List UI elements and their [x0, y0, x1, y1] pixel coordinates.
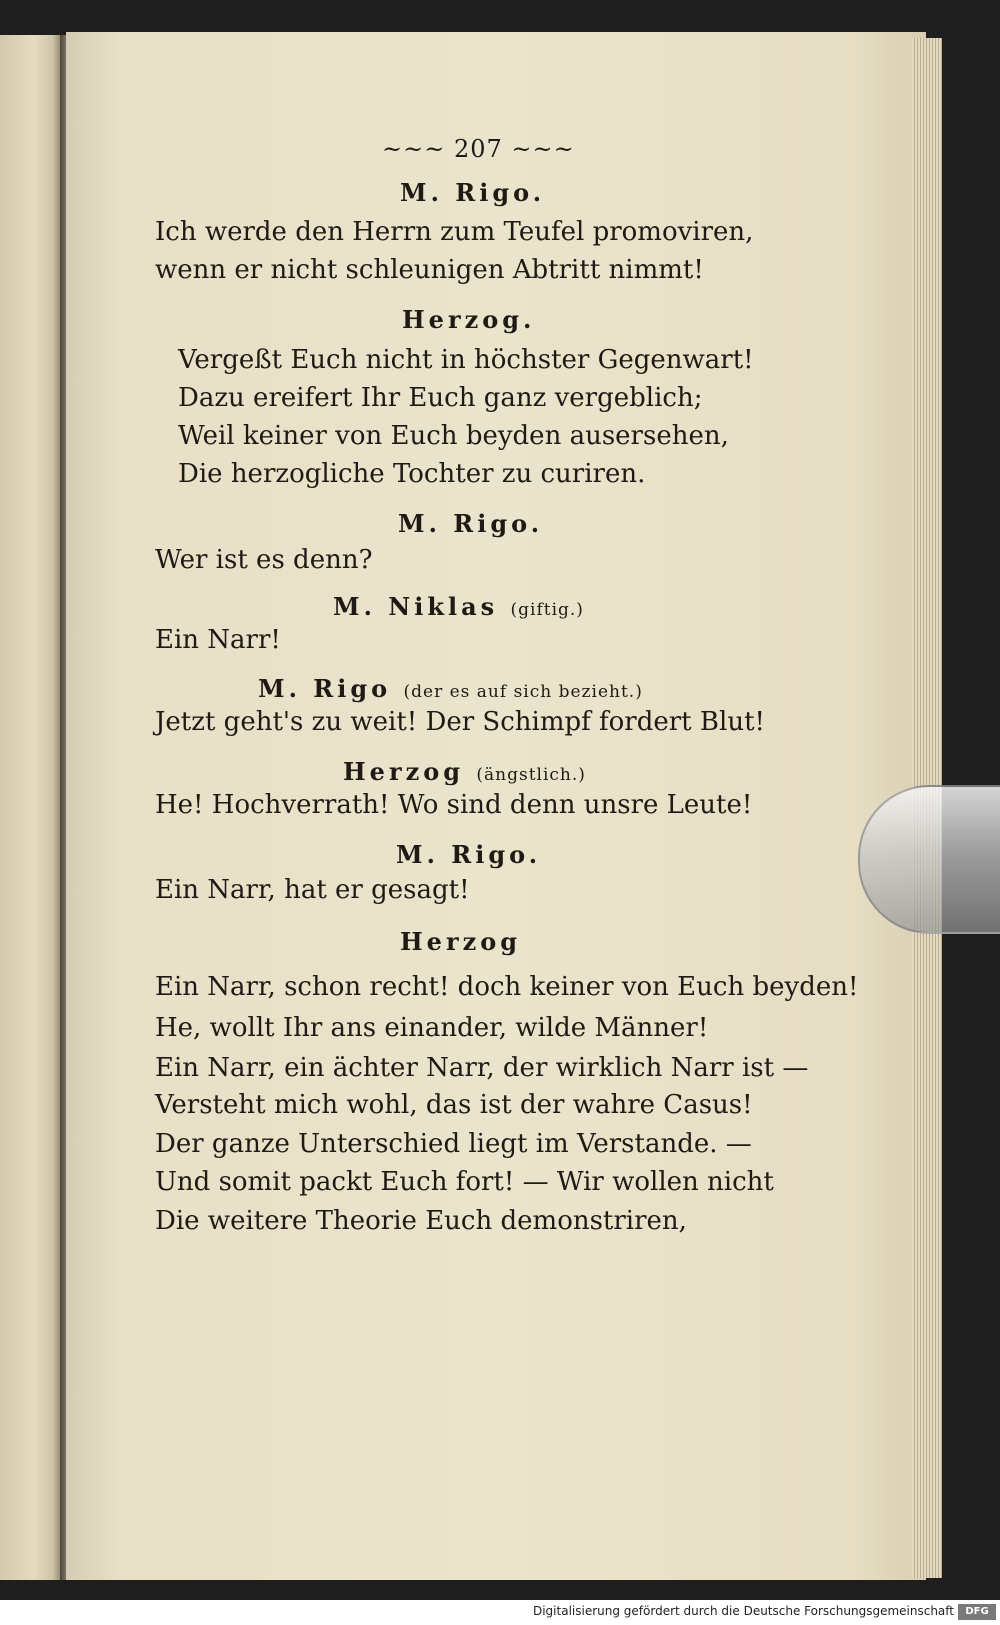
verse-line: Die herzogliche Tochter zu curiren. [178, 459, 646, 489]
verse-line: Und somit packt Euch fort! — Wir wollen nicht [155, 1167, 774, 1197]
verse-line: He, wollt Ihr ans einander, wilde Männer! [155, 1013, 709, 1043]
speaker-name: M. Niklas [333, 592, 499, 621]
verse-line: He! Hochverrath! Wo sind denn unsre Leute! [155, 790, 753, 820]
speaker-heading [400, 927, 521, 956]
verse-line: Versteht mich wohl, das ist der wahre Casus! [155, 1090, 753, 1120]
speaker-name: M. Rigo. [400, 178, 546, 207]
speaker-name: Herzog [343, 757, 465, 786]
digitization-footer [0, 1600, 1000, 1625]
verse-line: Ein Narr! [155, 625, 281, 655]
verse-line: Ein Narr, hat er gesagt! [155, 875, 470, 905]
verse-line: Der ganze Unterschied liegt im Verstande. — [155, 1129, 752, 1159]
speaker-heading [396, 840, 541, 869]
verse-line: Wer ist es denn? [155, 545, 373, 575]
verse-line: Ein Narr, ein ächter Narr, der wirklich Narr ist — [155, 1053, 809, 1083]
verse-line: Ich werde den Herrn zum Teufel promoviren, [155, 217, 754, 247]
speaker-heading [333, 592, 584, 621]
funding-credit: Digitalisierung gefördert durch die Deutsche Forschungsgemeinschaft [532, 1604, 954, 1618]
speaker-name: M. Rigo [258, 674, 392, 703]
verse-line: Vergeßt Euch nicht in höchster Gegenwart! [178, 345, 754, 375]
stage-direction: (der es auf sich bezieht.) [403, 682, 643, 702]
verse-line: Ein Narr, schon recht! doch keiner von Euch beyden! [155, 972, 859, 1002]
speaker-heading [398, 509, 543, 538]
speaker-name: Herzog. [402, 305, 536, 334]
verse-line: Dazu ereifert Ihr Euch ganz vergeblich; [178, 383, 703, 413]
speaker-name: M. Rigo. [396, 840, 542, 869]
verse-line: wenn er nicht schleunigen Abtritt nimmt! [155, 255, 704, 285]
verse-line: Jetzt geht's zu weit! Der Schimpf fordert Blut! [155, 707, 765, 737]
speaker-name: Herzog [400, 927, 522, 956]
stage-direction: (ängstlich.) [476, 765, 586, 785]
stage-direction: (giftig.) [510, 600, 584, 620]
speaker-heading [343, 757, 586, 786]
speaker-name: M. Rigo. [398, 509, 544, 538]
dfg-logo: DFG [958, 1604, 996, 1620]
speaker-heading [258, 674, 643, 703]
verse-line: Die weitere Theorie Euch demonstriren, [155, 1206, 687, 1236]
speaker-heading [400, 178, 545, 207]
speaker-heading [402, 305, 535, 334]
verse-line: Weil keiner von Euch beyden ausersehen, [178, 421, 729, 451]
page-number: ~~~ 207 ~~~ [382, 135, 575, 163]
